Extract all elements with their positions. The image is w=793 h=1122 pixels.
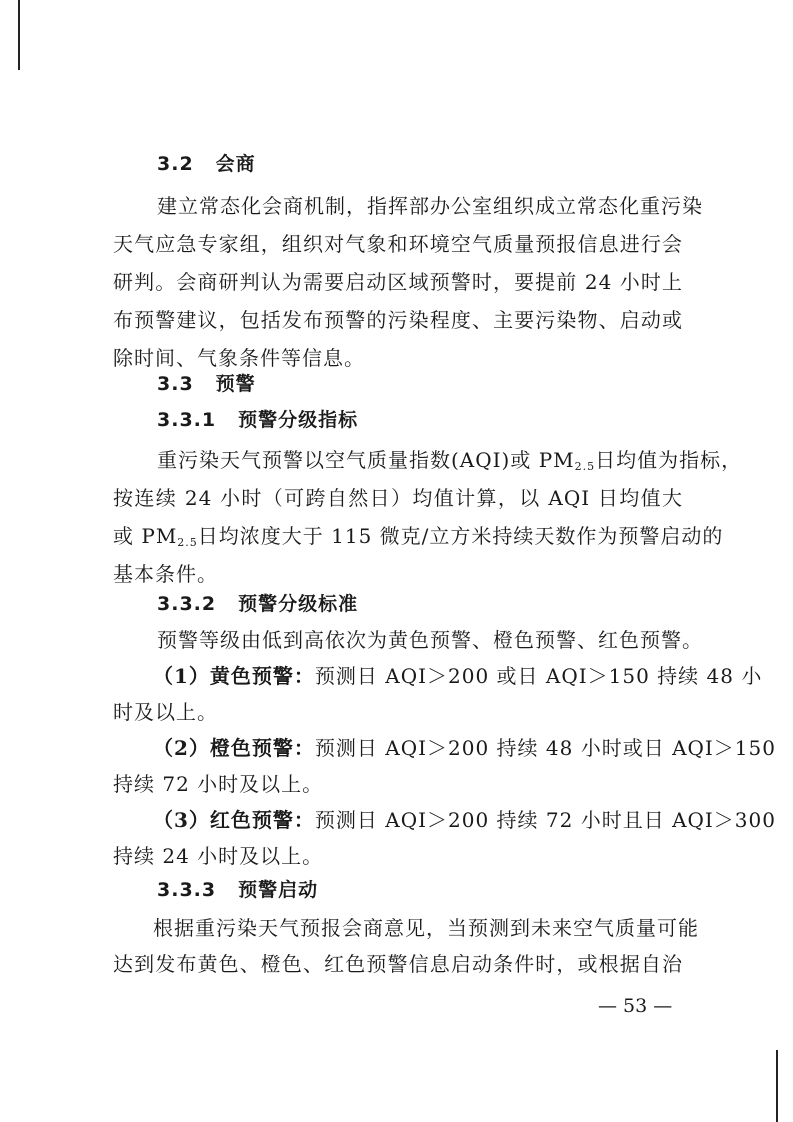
paragraph-line — [113, 524, 723, 548]
paragraph-line: 根据重污染天气预报会商意见，当预测到未来空气质量可能 — [153, 916, 699, 940]
section-title: 会商 — [215, 153, 256, 175]
text-span: 重污染天气预警以空气质量指数(AQI)或 PM — [157, 448, 575, 472]
section-number: 3.2 — [157, 153, 194, 175]
warning-level-orange — [153, 736, 776, 760]
warning-label: （2）橙色预警： — [153, 736, 315, 760]
scan-edge-line-left — [18, 0, 20, 70]
warning-text: 预测日 AQI＞200 持续 72 小时且日 AQI＞300 — [314, 808, 776, 832]
paragraph-line: 持续 72 小时及以上。 — [113, 772, 324, 796]
paragraph-line: 达到发布黄色、橙色、红色预警信息启动条件时，或根据自治 — [113, 952, 683, 976]
page-number: — 53 — — [598, 995, 673, 1017]
paragraph-line: 预警等级由低到高依次为黄色预警、橙色预警、红色预警。 — [157, 628, 703, 652]
section-title: 预警分级标准 — [238, 593, 359, 615]
paragraph-line: 持续 24 小时及以上。 — [113, 844, 324, 868]
warning-text: 预测日 AQI＞200 或日 AQI＞150 持续 48 小 — [314, 664, 763, 688]
warning-label: （1）黄色预警： — [153, 664, 315, 688]
text-span: 日均浓度大于 115 微克/立方米持续天数作为预警启动的 — [197, 524, 724, 548]
paragraph-line: 布预警建议，包括发布预警的污染程度、主要污染物、启动或 — [113, 308, 683, 332]
section-3-3-3-heading — [157, 878, 318, 902]
paragraph-line: 研判。会商研判认为需要启动区域预警时，要提前 24 小时上 — [113, 270, 683, 294]
subscript: 2.5 — [177, 536, 198, 549]
section-title: 预警 — [215, 373, 256, 395]
paragraph-line: 建立常态化会商机制，指挥部办公室组织成立常态化重污染 — [157, 194, 703, 218]
section-3-3-1-heading — [157, 408, 358, 432]
section-number: 3.3 — [157, 373, 194, 395]
warning-level-yellow — [153, 664, 762, 688]
paragraph-line: 基本条件。 — [113, 562, 218, 586]
paragraph-line: 天气应急专家组，组织对气象和环境空气质量预报信息进行会 — [113, 232, 683, 256]
subscript: 2.5 — [574, 460, 596, 473]
paragraph-line: 除时间、气象条件等信息。 — [113, 346, 365, 370]
paragraph-line — [157, 448, 742, 472]
section-number: 3.3.1 — [157, 409, 217, 431]
warning-level-red — [153, 808, 776, 832]
section-title: 预警启动 — [238, 879, 319, 901]
section-title: 预警分级指标 — [238, 409, 359, 431]
section-number: 3.3.3 — [157, 879, 217, 901]
paragraph-line: 按连续 24 小时（可跨自然日）均值计算，以 AQI 日均值大 — [113, 486, 683, 510]
warning-label: （3）红色预警： — [153, 808, 315, 832]
section-3-3-2-heading — [157, 592, 358, 616]
section-3-2-heading — [157, 152, 256, 176]
section-number: 3.3.2 — [157, 593, 217, 615]
text-span: 日均值为指标， — [595, 448, 743, 472]
text-span: 或 PM — [113, 524, 178, 548]
section-3-3-heading — [157, 372, 256, 396]
warning-text: 预测日 AQI＞200 持续 48 小时或日 AQI＞150 — [314, 736, 776, 760]
scan-edge-line-right — [776, 1050, 778, 1122]
paragraph-line: 时及以上。 — [113, 700, 218, 724]
